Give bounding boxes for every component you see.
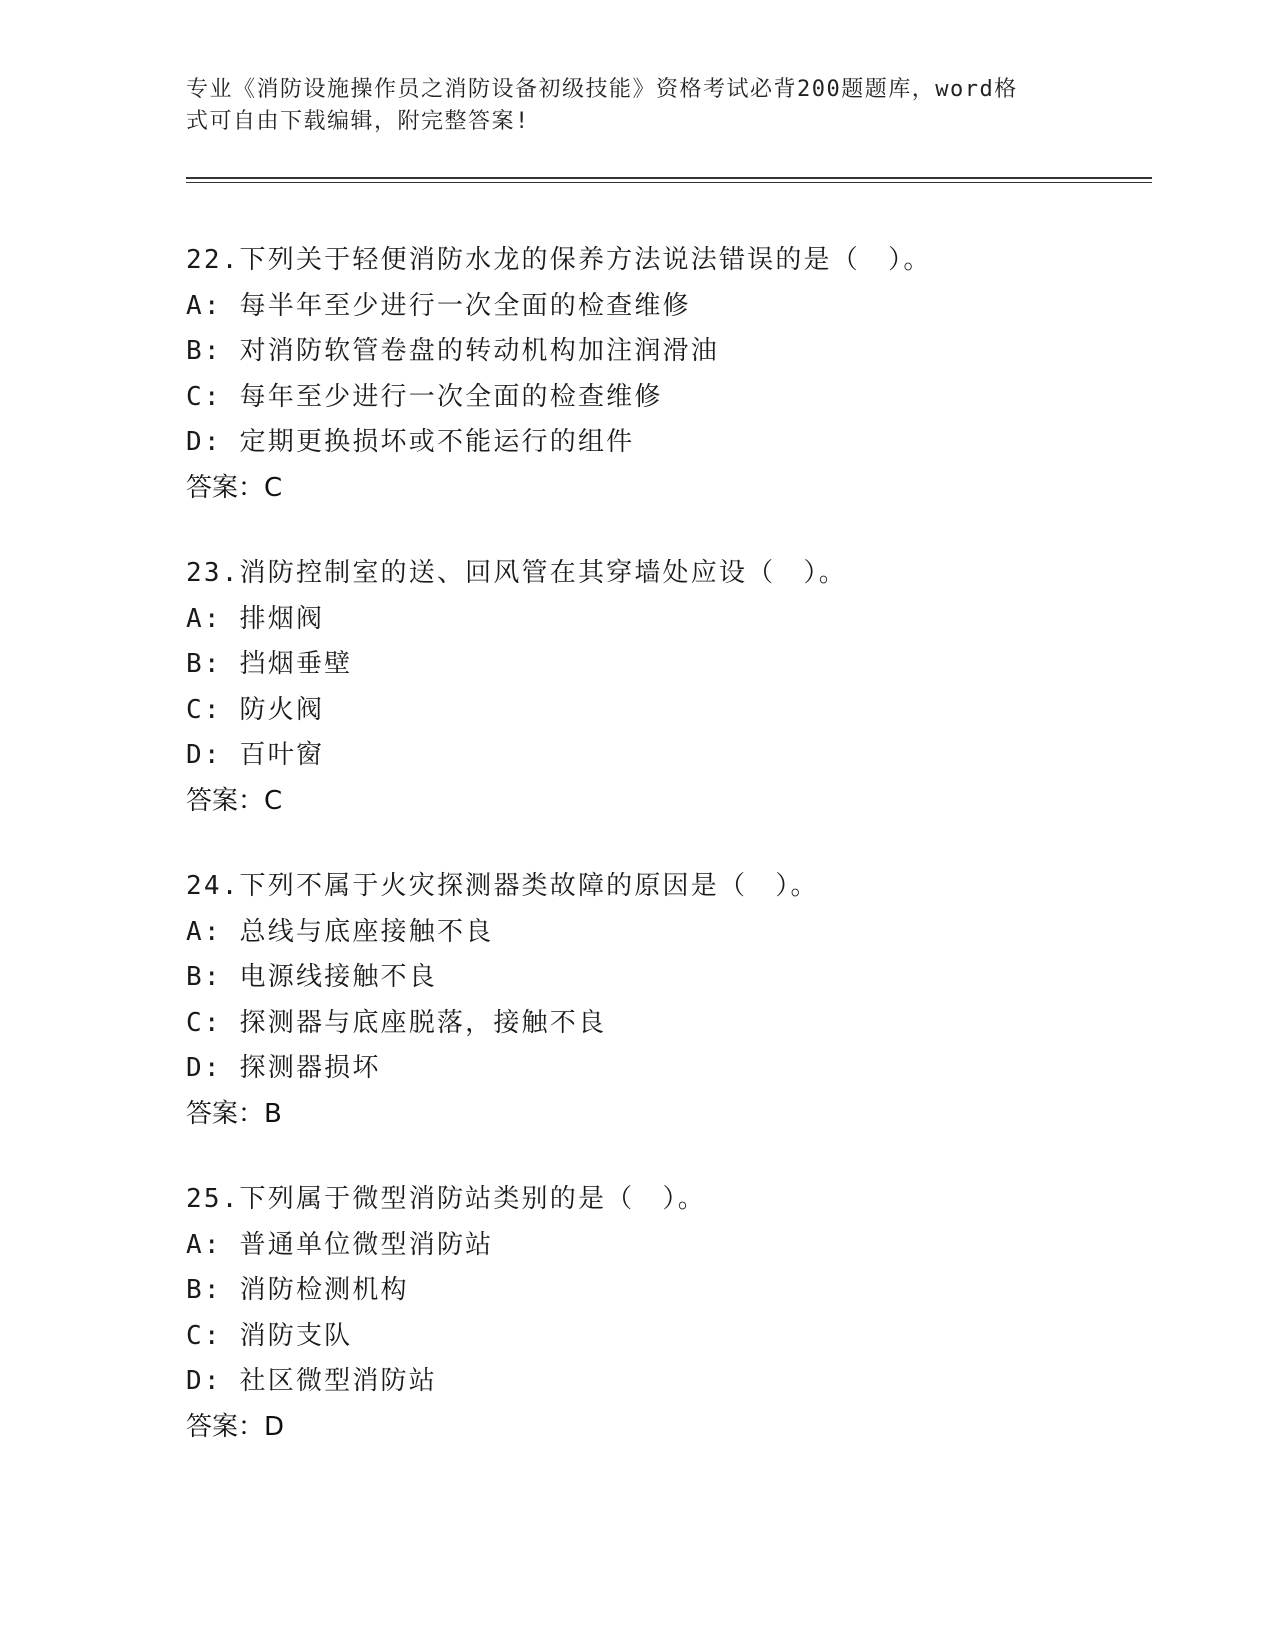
answer-line: 答案：C [186,472,283,503]
document-header [186,74,1066,138]
option-a: A: 总线与底座接触不良 [186,916,494,947]
option-a: A: 每半年至少进行一次全面的检查维修 [186,290,691,321]
option-b: B: 电源线接触不良 [186,962,437,992]
option-c: C: 消防支队 [186,1320,353,1351]
header-line-1: 专业《消防设施操作员之消防设备初级技能》资格考试必背200题题库，word格 [186,77,1018,102]
option-c: C: 探测器与底座脱落，接触不良 [186,1007,607,1038]
header-line-2: 式可自由下载编辑，附完整答案! [186,109,530,134]
option-d: D: 百叶窗 [186,740,325,770]
option-a: A: 普通单位微型消防站 [186,1229,494,1260]
option-b: B: 挡烟垂壁 [186,649,353,679]
answer-line: 答案：D [186,1411,285,1442]
option-d: D: 社区微型消防站 [186,1366,437,1396]
option-d: D: 定期更换损坏或不能运行的组件 [186,427,635,457]
option-c: C: 每年至少进行一次全面的检查维修 [186,381,663,412]
question-22 [186,238,1166,511]
header-divider [186,177,1152,179]
question-24 [186,864,1166,1137]
question-stem: 23.消防控制室的送、回风管在其穿墙处应设（ ）。 [186,558,847,588]
answer-line: 答案：B [186,1098,282,1129]
option-b: B: 对消防软管卷盘的转动机构加注润滑油 [186,336,719,366]
option-b: B: 消防检测机构 [186,1275,409,1305]
option-d: D: 探测器损坏 [186,1053,381,1083]
question-stem: 22.下列关于轻便消防水龙的保养方法说法错误的是（ ）。 [186,245,932,275]
question-25 [186,1177,1166,1450]
question-stem: 25.下列属于微型消防站类别的是（ ）。 [186,1184,706,1214]
option-c: C: 防火阀 [186,694,325,725]
header-divider-thin [186,182,1152,183]
option-a: A: 排烟阀 [186,603,325,634]
question-list [186,238,1166,1490]
question-23 [186,551,1166,824]
question-stem: 24.下列不属于火灾探测器类故障的原因是（ ）。 [186,871,819,901]
answer-line: 答案：C [186,785,283,816]
